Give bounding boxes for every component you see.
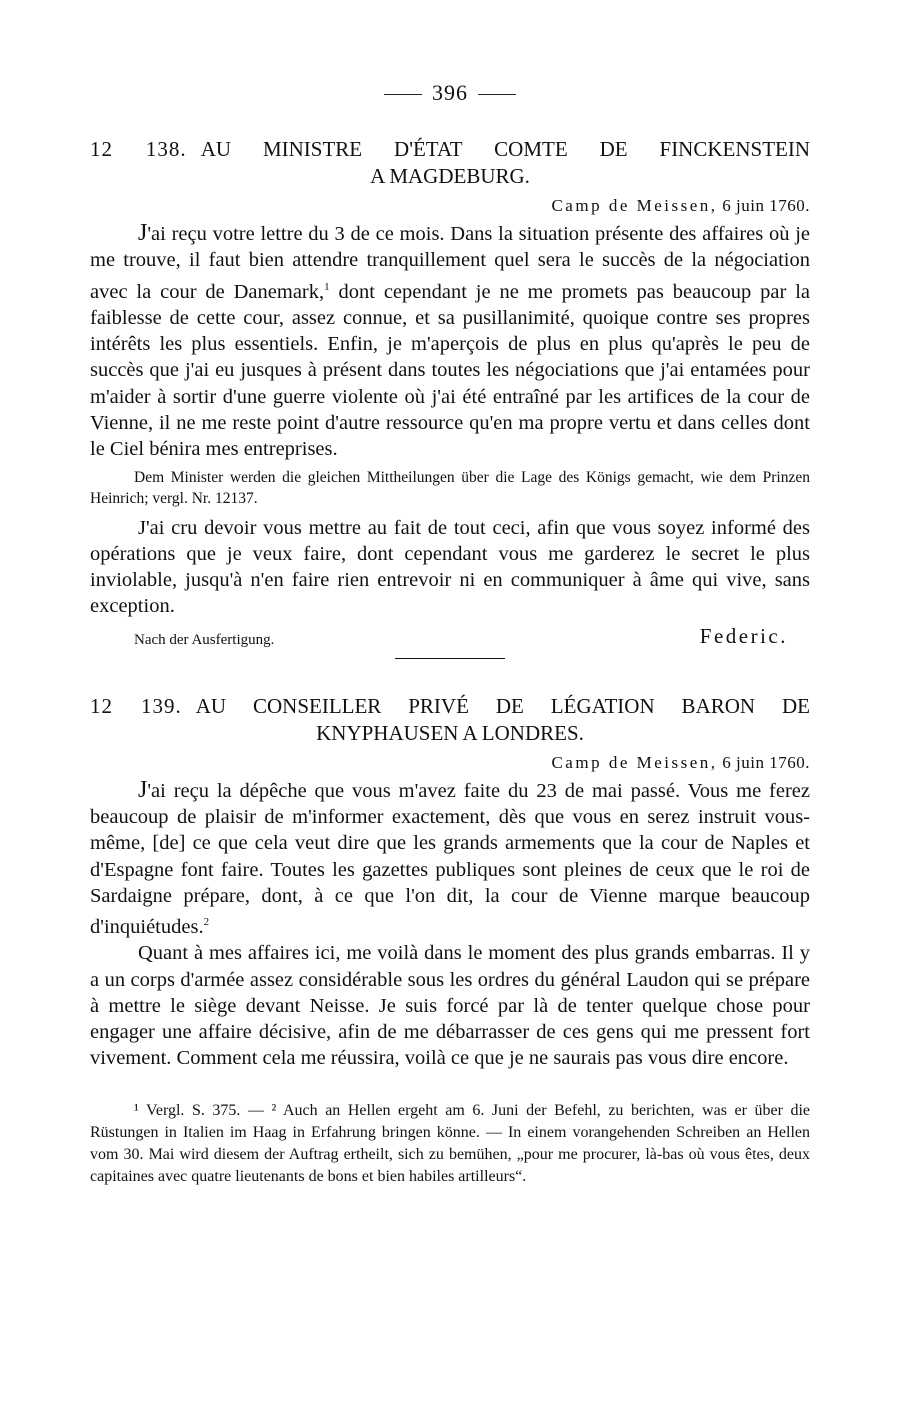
letter-2-place: Camp de Meissen, [551, 752, 718, 772]
letter-1-initial: J [138, 220, 148, 246]
letter-1-title: AU MINISTRE D'ÉTAT COMTE DE FINCKENSTEIN [200, 137, 811, 161]
letter-1-title-line1 [90, 136, 810, 163]
letter-1-date: 6 juin 1760. [722, 196, 810, 215]
letter-1-paragraph-1-text: 'ai reçu votre lettre du 3 de ce mois. Dans la situation présente des affaires où je me trouve, il faut bien attendre tranquillement quel sera le succès de la négociation avec la cour de Danemark, [90, 223, 810, 303]
footnote-text: ¹ Vergl. S. 375. — ² Auch an Hellen ergeht am 6. Juni der Befehl, zu berichten, was er über die Rüstungen in Italien im Haag in Erfahrung bringen könne. — In einem vorangehenden Schreiben an Hellen vom 30. Mai wird diesem der Auftrag ertheilt, sich zu bemühen, „pour me procurer, là-bas où vous êtes, deux capitaines avec quatre lieutenants de bons et bien habiles artilleurs“. [90, 1101, 810, 1185]
footnotes [90, 1100, 810, 1188]
letter-2-dateline [90, 753, 810, 773]
header-dash-right [478, 94, 516, 95]
letter-2-date: 6 juin 1760. [722, 752, 810, 772]
letter-2-title-line2: KNYPHAUSEN A LONDRES. [316, 720, 584, 745]
page-number: 396 [432, 80, 468, 105]
letter-1-editorial-note: Dem Minister werden die gleichen Mittheilungen über die Lage des Königs gemacht, wie dem Prinzen Heinrich; vergl. Nr. 12137. [90, 468, 810, 507]
letter-1-number: 12 138. [90, 137, 187, 161]
letter-1-source: Nach der Ausfertigung. [134, 631, 275, 648]
letter-2-paragraph-2: Quant à mes affaires ici, me voilà dans le moment des plus grands embarras. Il y a un corps d'armée assez considérable sous les ordres du général Laudon qui se prépare à mettre le siège devant Neisse. Je suis forcé par là de tenter quelque chose pour engager une affaire décisive, afin de me débarrasser de ces gens qui me pressent fort vivement. Comment cela me réussira, voilà ce que je ne saurais pas vous dire encore. [90, 942, 810, 1070]
letter-1-dateline [90, 196, 810, 216]
letter-1-title-line2: A MAGDEBURG. [370, 164, 530, 188]
letter-1-paragraph-1 [90, 220, 810, 463]
letter-1-closing [90, 624, 810, 658]
letter-1-signature: Federic. [699, 623, 788, 648]
letter-2-heading [90, 693, 810, 747]
letter-1-place: Camp de Meissen, [551, 196, 718, 215]
letter-2-paragraph-1-text: 'ai reçu la dépêche que vous m'avez faite du 23 de mai passé. Vous me ferez beaucoup de plaisir de m'informer exactement, dès que vous en serez instruit vous-même, [de] ce que cela veut dire que les grands armements que la cour de Naples et d'Espagne font faire. Toutes les gazettes publiques sont pleines de ceux que le roi de Sardaigne prépare, dont, à ce que l'on dit, la cour de Vienne marque beaucoup d'inquiétudes. [90, 779, 810, 938]
section-divider [395, 658, 505, 659]
letter-1-paragraph-2: J'ai cru devoir vous mettre au fait de tout ceci, afin que vous soyez informé des opérations que je veux faire, dont cependant vous me garderez le secret le plus inviolable, jusqu'à n'en faire rien entrevoir ni en communiquer à âme qui vive, sans exception. [90, 516, 810, 618]
letter-2-title-line1 [90, 693, 810, 720]
letter-2-number: 12 139. [90, 693, 182, 718]
page-header [90, 80, 810, 114]
letter-1-paragraph-1-rest: dont cependant je ne me promets pas beaucoup par la faiblesse de cette cour, assez connue, et sa pusillanimité, quoique contre ses propres intérêts les plus essentiels. Enfin, je m'aperçois de plus en plus qu'après le peu de succès que j'ai eu jusques à présent dans toutes les négociations que j'ai entamées pour m'aider à sortir d'une guerre violente où j'ai été entraîné par les artifices de la cour de Vienne, il ne me reste point d'autre ressource qu'en ma propre vertu et dans celles dont le Ciel bénira mes entreprises. [90, 280, 810, 461]
letter-2-title: AU CONSEILLER PRIVÉ DE LÉGATION BARON DE [195, 693, 811, 718]
header-dash-left [384, 94, 422, 95]
letter-2-initial: J [138, 776, 148, 803]
footnote-ref-2: 2 [203, 916, 210, 929]
letter-2-paragraph-1 [90, 777, 810, 941]
footnote-ref-1: 1 [324, 280, 330, 293]
book-page [90, 80, 810, 1188]
letter-1-heading [90, 136, 810, 190]
